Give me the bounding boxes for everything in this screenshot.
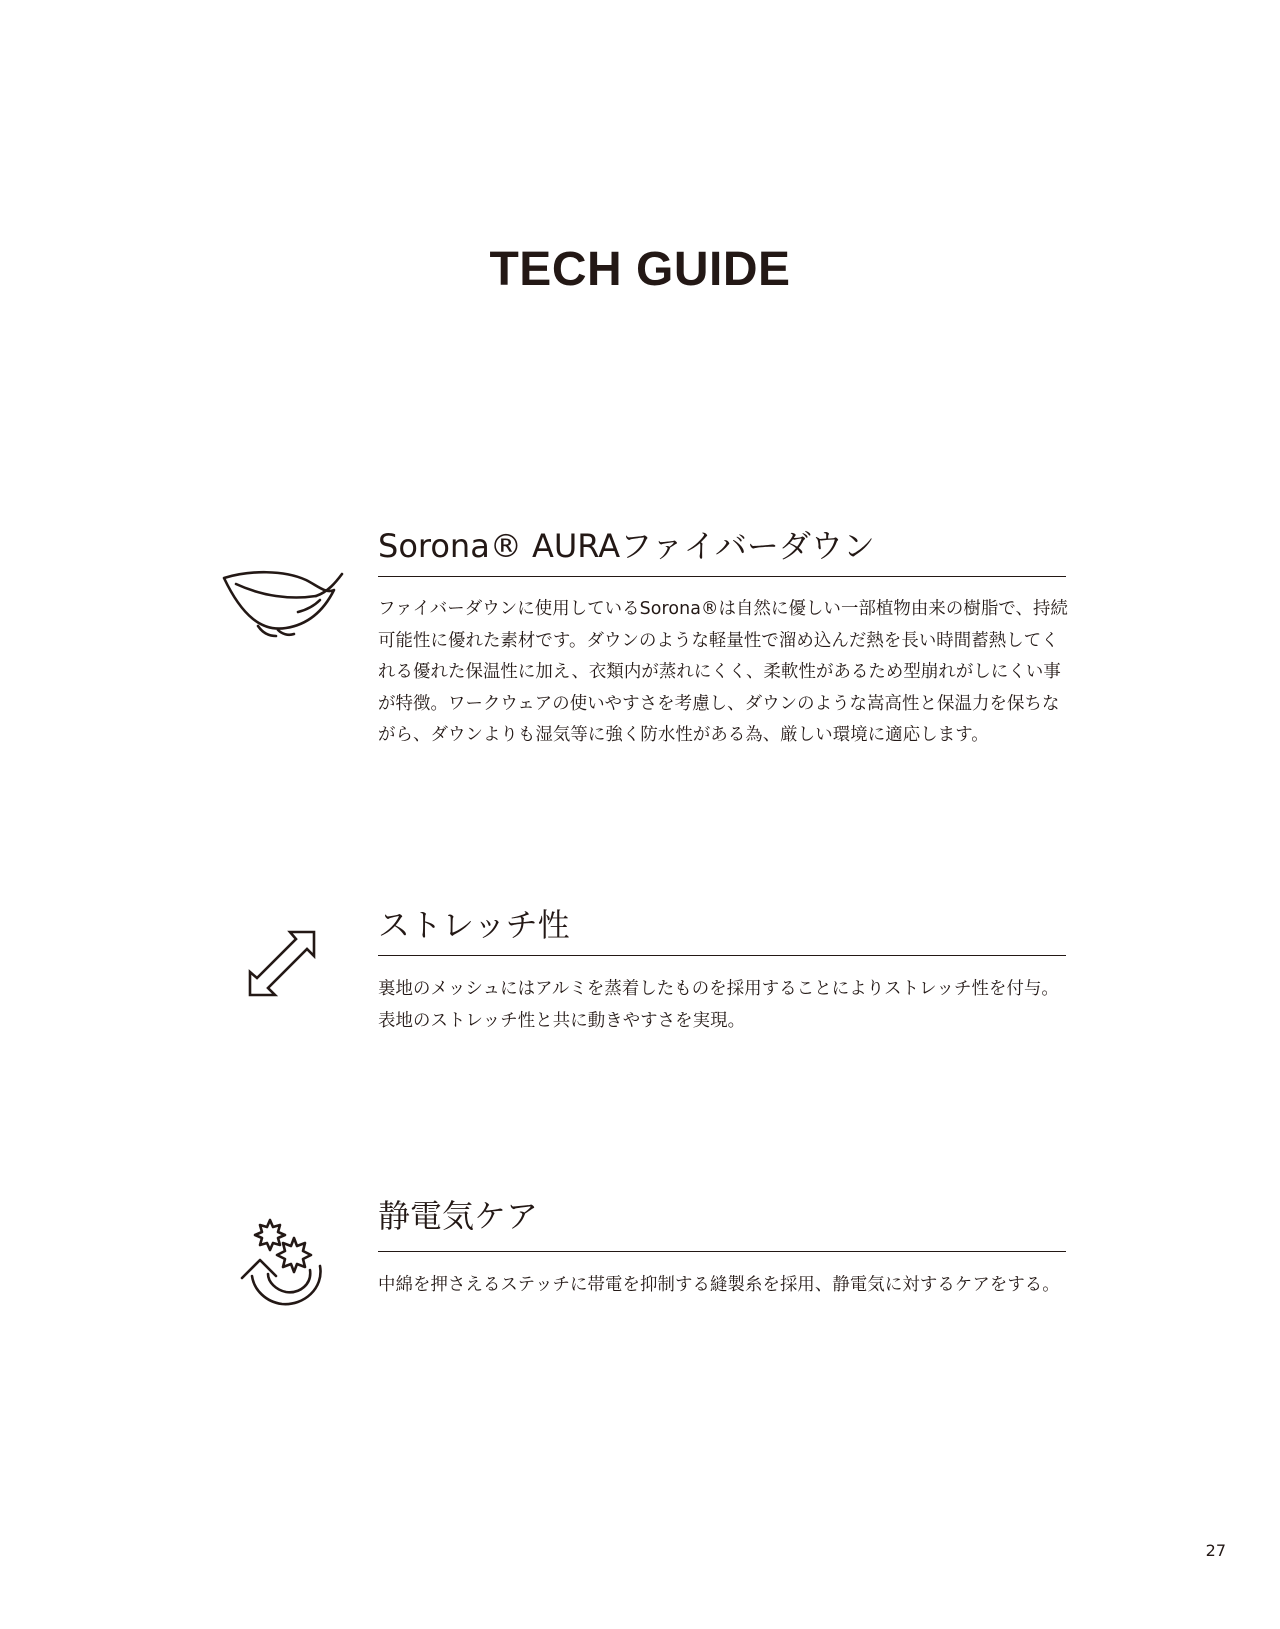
stretch-arrows-icon — [244, 928, 320, 1004]
page-number: 27 — [1205, 1541, 1226, 1560]
section-heading: 静電気ケア — [378, 1197, 539, 1235]
section-divider — [378, 955, 1066, 956]
section-body: 中綿を押さえるステッチに帯電を抑制する縫製糸を採用、静電気に対するケアをする。 — [378, 1275, 1060, 1295]
section-heading: ストレッチ性 — [378, 906, 570, 944]
section-body: ファイバーダウンに使用しているSorona®は自然に優しい一部植物由来の樹脂で、持続可能性に優れた素材です。ダウンのような軽量性で溜め込んだ熱を長い時間蓄熱してくれる優れた保温性に加え、衣類内が蒸れにくく、柔軟性があるため型崩れがしにくい事が特徴。ワークウェアの使いやすさを考慮し、ダウンのような嵩高性と保温力を保ちながら、ダウンよりも湿気等に強く防水性がある為、厳しい環境に適応します。 — [378, 599, 1068, 745]
section-divider — [378, 576, 1066, 577]
section-body — [378, 974, 1068, 1037]
section-heading: Sorona® AURAファイバーダウン — [378, 527, 875, 565]
body-line: 表地のストレッチ性と共に動きやすさを実現。 — [378, 1010, 746, 1031]
body-line: 裏地のメッシュにはアルミを蒸着したものを採用することによりストレッチ性を付与。 — [378, 979, 1059, 999]
static-care-icon — [238, 1218, 332, 1308]
page-title: TECH GUIDE — [489, 243, 791, 296]
feather-icon — [222, 570, 346, 638]
section-divider — [378, 1251, 1066, 1252]
